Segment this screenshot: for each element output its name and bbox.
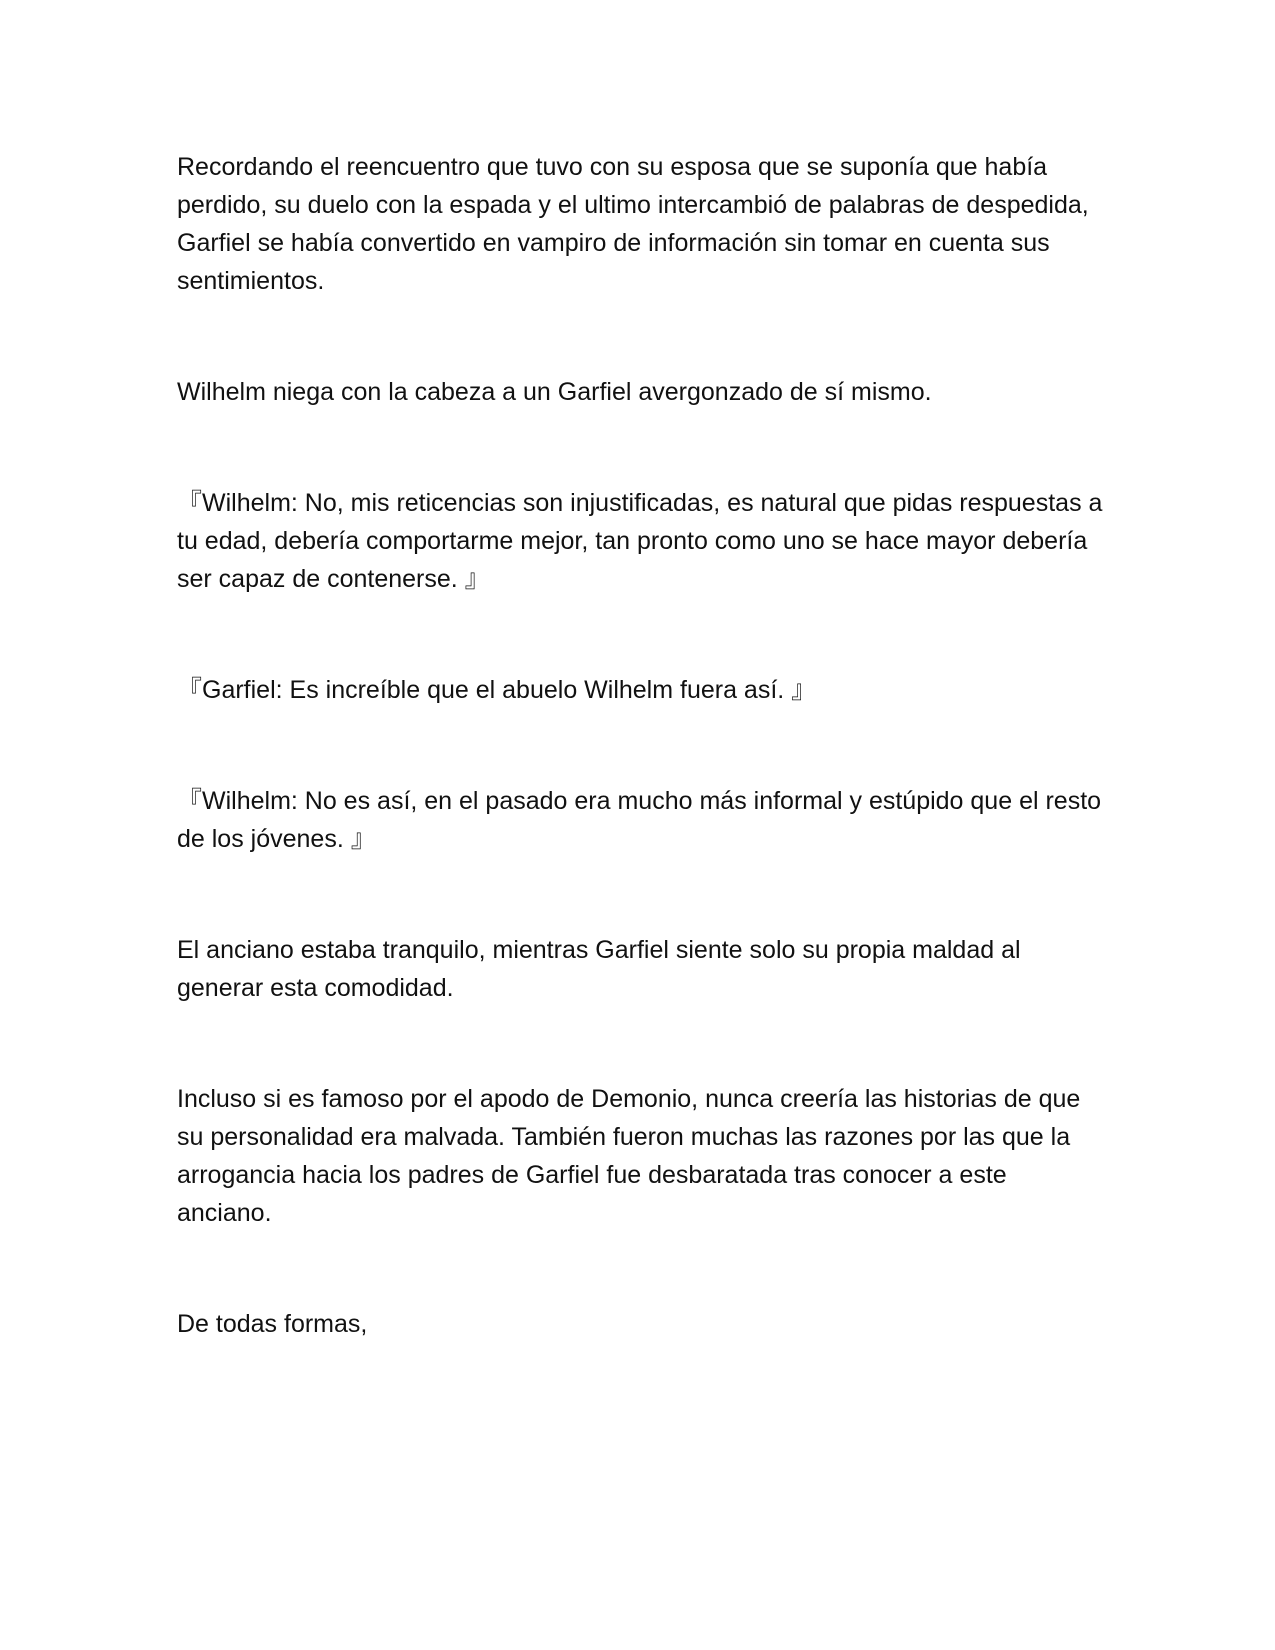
paragraph-6: El anciano estaba tranquilo, mientras Garfiel siente solo su propia maldad al generar esta comodidad.: [177, 936, 1021, 1002]
paragraph-4-dialogue: 『Garfiel: Es increíble que el abuelo Wilhelm fuera así. 』: [177, 676, 817, 704]
paragraph-8: De todas formas,: [177, 1310, 368, 1338]
paragraph-2: Wilhelm niega con la cabeza a un Garfiel avergonzado de sí mismo.: [177, 378, 932, 406]
paragraph-3-dialogue: 『Wilhelm: No, mis reticencias son injustificadas, es natural que pidas respuestas a tu edad, debería comportarme mejor, tan pronto como uno se hace mayor debería ser capaz de contenerse. 』: [177, 489, 1103, 593]
paragraph-7: Incluso si es famoso por el apodo de Demonio, nunca creería las historias de que su personalidad era malvada. También fueron muchas las razones por las que la arrogancia hacia los padres de Garfiel fue desbaratada tras conocer a este anciano.: [177, 1085, 1081, 1227]
paragraph-5-dialogue: 『Wilhelm: No es así, en el pasado era mucho más informal y estúpido que el resto de los jóvenes. 』: [177, 787, 1102, 853]
paragraph-1: Recordando el reencuentro que tuvo con su esposa que se suponía que había perdido, su duelo con la espada y el ultimo intercambió de palabras de despedida, Garfiel se había convertido en vampiro de información sin tomar en cuenta sus sentimientos.: [177, 153, 1089, 295]
document-body: [177, 148, 1107, 1416]
